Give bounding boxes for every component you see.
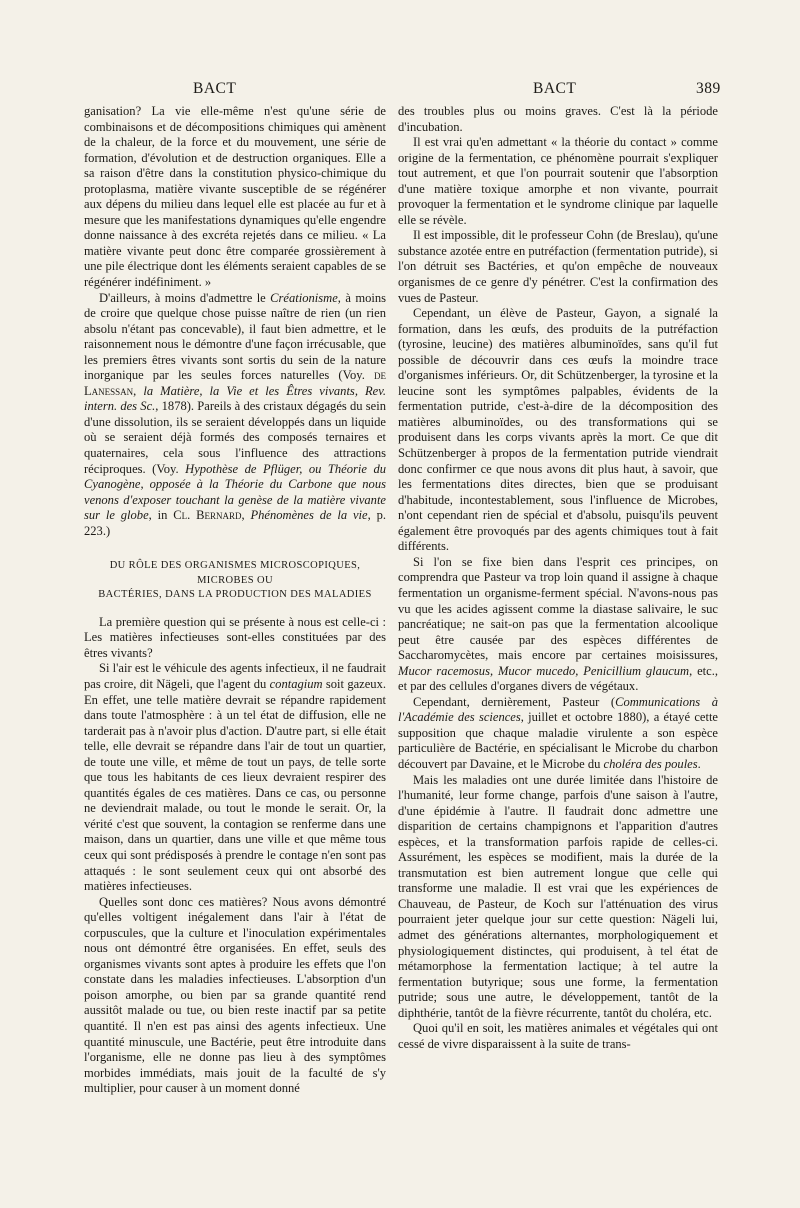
header-left-title: BACT (193, 80, 237, 97)
paragraph: Si l'on se fixe bien dans l'esprit ces principes, on comprendra que Pasteur va trop loin quand il assigne à chaque fermentation un organisme-ferment spécial. N'avons-nous pas vu que les acides agissent comme la diastase salivaire, le suc pancréatique; ne sait-on pas que la fermentation alcoolique peut être causée par des espèces différentes de Saccharomycètes, mais encore par certaines moisissures, Mucor racemosus, Mucor mucedo, Penicillium glaucum, etc., et par des cellules d'organes divers de végétaux. (398, 554, 719, 694)
paragraph: Si l'air est le véhicule des agents infectieux, il ne faudrait pas croire, dit Nägeli, que l'agent du contagium soit gazeux. En effet, une telle matière devrait se répandre rapidement dans toute l'atmosphère : à un tel état de diffusion, elle ne tarderait pas à n'avoir plus d'action. D'autre part, si elle était telle, elle devrait se répandre dans l'air de tout un quartier, de toute une ville, et même de tout un pays, de telle sorte que tous les habitants de ces lieux devraient respirer des quantités égales de ces matières. Dans ce cas, ou personne ne deviendrait malade, ou tout le monde le serait. Or, la vérité c'est que souvent, la contagion se renferme dans une maison, dans un quartier, dans une ville et que même tous ceux qui sont prédisposés à prendre le contage n'en sont pas attaqués : le sont seulement ceux qui ont absorbé des matières infectieuses. (84, 661, 386, 894)
paragraph: Quelles sont donc ces matières? Nous avons démontré qu'elles voltigent inégalement dans l'air à l'état de corpuscules, que la culture et l'inoculation expérimentales nous ont démontré être organisées. En effet, seuls des organismes vivants sont aptes à produire les effets que l'on constate dans les maladies infectieuses. L'absorption d'un poison amorphe, ou bien par sa grande quantité rend aussitôt malade ou tue, ou bien reste inactif par sa petite quantité. Il n'en est pas ainsi des agents infectieux. Une quantité minuscule, une Bactérie, peut être introduite dans l'organisme, elle ne donne pas lieu à des symptômes morbides immédiats, mais jouit de la faculté de s'y multiplier, pour causer à un moment donné (84, 894, 386, 1096)
section-title: DU RÔLE DES ORGANISMES MICROSCOPIQUES, MICROBES OU BACTÉRIES, DANS LA PRODUCTION DES MALADIES (98, 560, 372, 601)
paragraph: Mais les maladies ont une durée limitée dans l'histoire de l'humanité, leur forme change, parfois d'une saison à l'autre, d'une épidémie à l'autre. Il faudrait donc admettre une disparition de certains champignons et l'apparition d'autres espèces, et la transformation parfois rapide de celles-ci. Assurément, les espèces se modifient, mais la durée de la transmutation est bien autrement longue que celle qui transforme une maladie. Il est vrai que les expériences de Chauveau, de Pasteur, de Koch sur l'atténuation des virus pourraient jeter quelque jour sur cette question: Nägeli lui, admet des générations alternantes, morphologiquement et physiologiquement distinctes, qui produisent, à tel état de métamorphose la fermentation lactique; à tel autre la fermentation butyrique; sous une forme, la fermentation putride; sous une autre, le développement, tantôt de la diphthérie, tantôt de la fièvre récurrente, tantôt du choléra, etc. (398, 772, 718, 1020)
right-column (398, 104, 718, 1052)
paragraph: ganisation? La vie elle-même n'est qu'une série de combinaisons et de décompositions chimiques qui amènent de la chaleur, de la force et du mouvement, une série de formation, d'évolution et de destruction organiques. Elle a sa raison d'être dans la constitution physico-chimique du protoplasma, matière vivante susceptible de se régénérer aux dépens du milieu dans lequel elle est placée au fur et à mesure que les manifestations dynamiques qu'elle engendre donne naissance à des excréta rejetés dans ce milieu. « La matière vivante peut donc être comparée grossièrement à une pile électrique dont les éléments seraient capables de se régénérer indéfiniment. » (84, 104, 386, 290)
paragraph: Cependant, un élève de Pasteur, Gayon, a signalé la formation, dans les œufs, des produits de la putréfaction (tyrosine, leucine) des matières albuminoïdes, sans qu'il fut possible de découvrir dans ces œufs la moindre trace d'organismes inférieurs. Or, dit Schützenberger, la tyrosine et la leucine sont les symptômes palpables, évidents de la fermentation putride, c'est-à-dire de la décomposition des matières albuminoïdes, ou des transformations qui se produisent dans les corps vivants après la mort. Ce que dit Schützenberger à propos de la fermentation putride viendrait donc confirmer ce que nous avons dit plus haut, à savoir, que les fermentations dites directes, bien que se produisant d'habitude, incontestablement, sous l'influence de Microbes, n'ont cependant rien de spécial et d'absolu, puisqu'ils peuvent également être provoqués par des agents chimiques tout à fait différents. (398, 306, 718, 554)
paragraph: Il est impossible, dit le professeur Cohn (de Breslau), qu'une substance azotée entre en putréfaction (fermentation putride), si l'on détruit ses Bactéries, et qu'on empêche de nouveaux organismes de ce genre d'y pénétrer. C'est la confirmation des vues de Pasteur. (398, 228, 718, 305)
paragraph: La première question qui se présente à nous est celle-ci : Les matières infectieuses sont-elles constituées par des êtres vivants? (84, 614, 386, 660)
paragraph: Quoi qu'il en soit, les matières animales et végétales qui ont cessé de vivre disparaissent à la suite de trans- (398, 1021, 718, 1051)
paragraph: D'ailleurs, à moins d'admettre le Créationisme, à moins de croire que quelque chose puisse naître de rien (un rien absolu n'étant pas concevable), il faut bien admettre, et le raisonnement nous le démontre d'une façon irrécusable, que les premiers êtres vivants sont sortis du sein de la nature inorganique par les seules forces naturelles (Voy. de Lanessan, la Matière, la Vie et les Êtres vivants, Rev. intern. des Sc., 1878). Pareils à des cristaux dégagés du sein d'une dissolution, ils se seraient développés dans un liquide où se seraient déjà formés des composés ternaires et quaternaires, cela sous l'influence des attractions réciproques. (Voy. Hypothèse de Pflüger, ou Théorie du Cyanogène, opposée à la Théorie du Carbone que nous venons d'exposer touchant la genèse de la matière vivante sur le globe, in Cl. Bernard, Phénomènes de la vie, p. 223.) (84, 290, 387, 538)
paragraph: des troubles plus ou moins graves. C'est là la période d'incubation. (398, 104, 718, 134)
left-column (84, 104, 386, 1097)
running-header (0, 80, 800, 104)
header-right-title: BACT (533, 80, 577, 97)
page-number: 389 (696, 80, 721, 97)
paragraph: Cependant, dernièrement, Pasteur (Communications à l'Académie des sciences, juillet et octobre 1880), a étayé cette supposition que chaque maladie virulente a son espèce particulière de Bactérie, en spécialisant le Microbe du charbon découvert par Davaine, et le Microbe du choléra des poules. (398, 694, 719, 771)
paragraph: Il est vrai qu'en admettant « la théorie du contact » comme origine de la fermentation, ce phénomène pourrait s'expliquer tout autrement, et que l'on pourrait soutenir que l'absorption d'une matière toxique amorphe et non vivante, pourrait provoquer la fermentation et le syndrome clinique par laquelle elle se révèle. (398, 135, 718, 227)
